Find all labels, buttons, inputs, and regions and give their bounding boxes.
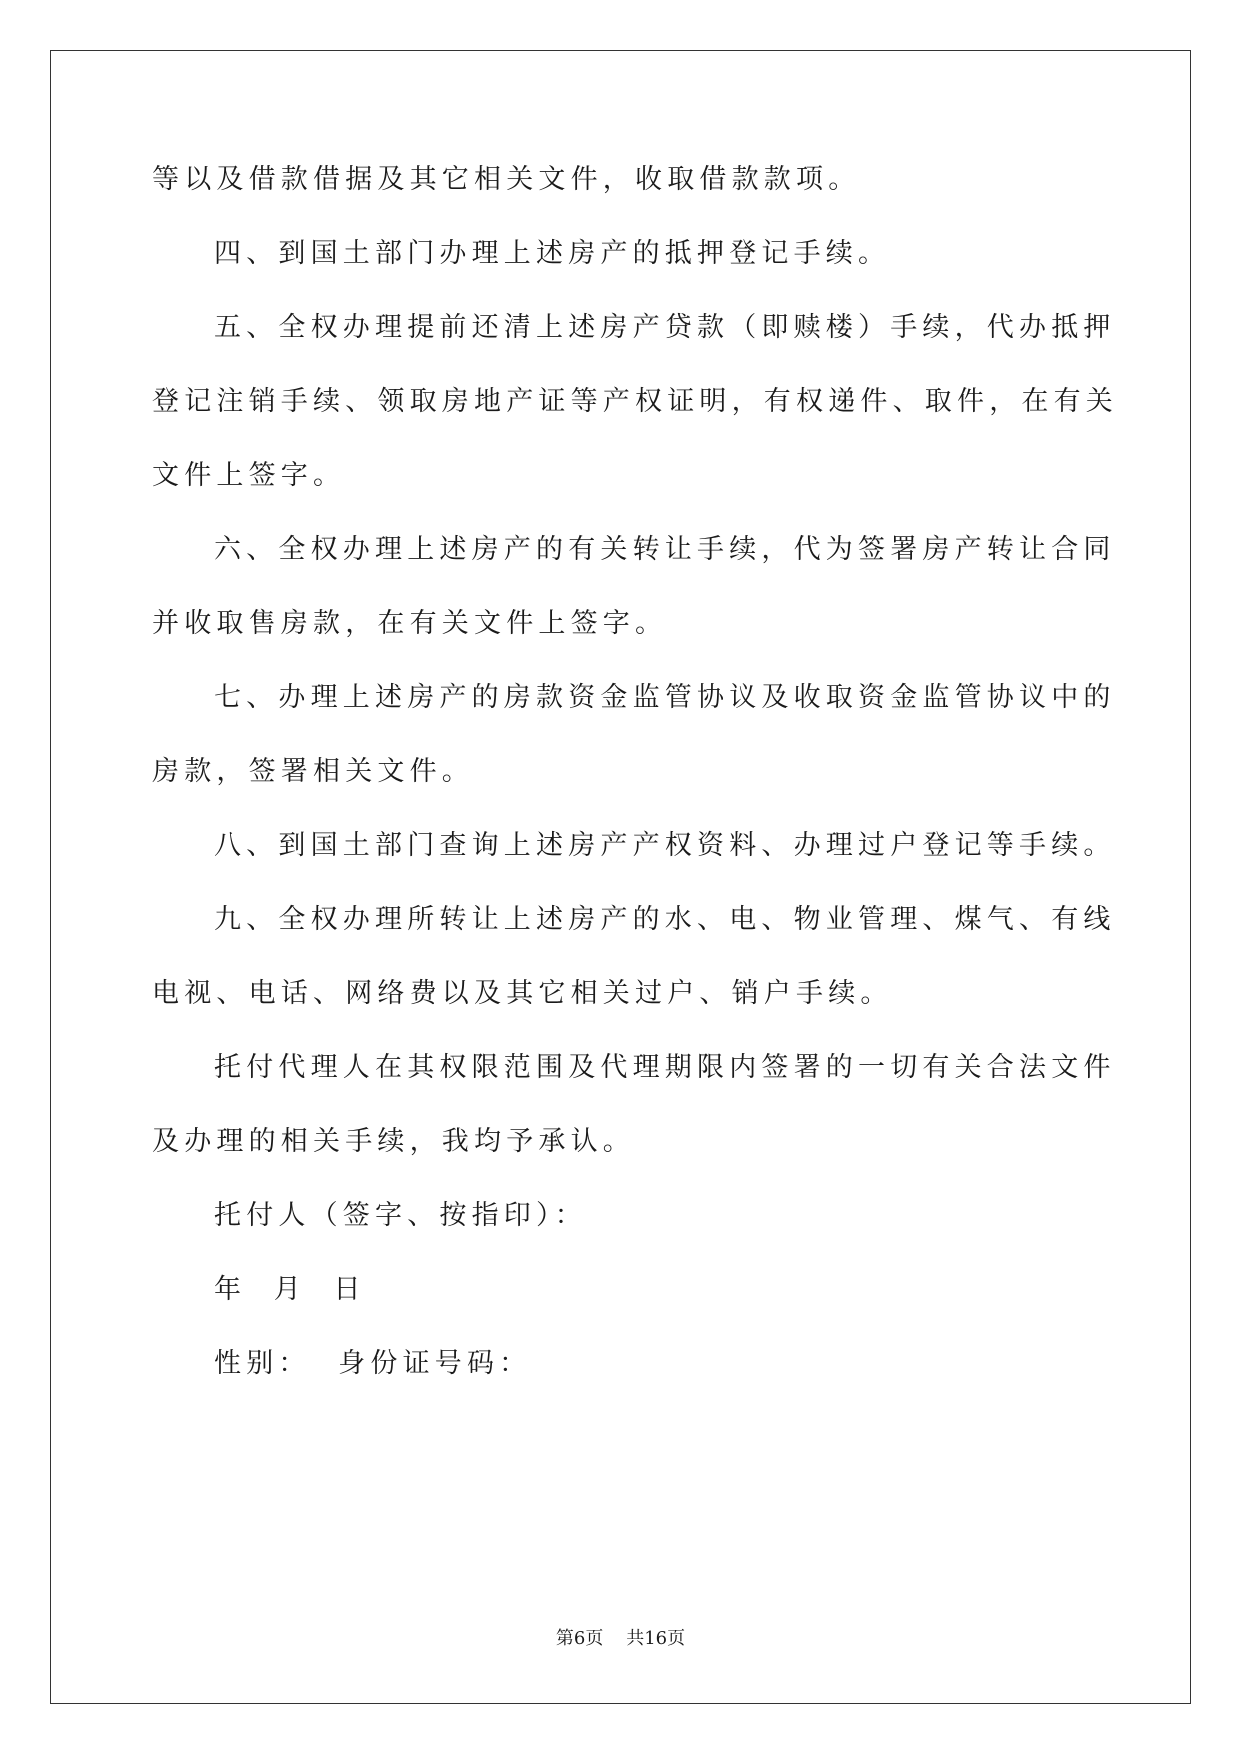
paragraph-line: 登记注销手续、领取房地产证等产权证明，有权递件、取件，在有关 — [152, 386, 1118, 417]
paragraph-line: 及办理的相关手续，我均予承认。 — [152, 1126, 635, 1157]
paragraph-line: 八、到国土部门查询上述房产产权资料、办理过户登记等手续。 — [214, 830, 1116, 861]
paragraph-line: 九、全权办理所转让上述房产的水、电、物业管理、煤气、有线 — [214, 904, 1116, 935]
paragraph-line: 房款，签署相关文件。 — [152, 756, 474, 787]
paragraph-line: 电视、电话、网络费以及其它相关过户、销户手续。 — [152, 978, 893, 1009]
paragraph-line: 等以及借款借据及其它相关文件，收取借款款项。 — [152, 164, 861, 195]
page-frame — [50, 50, 1191, 1704]
paragraph-line: 五、全权办理提前还清上述房产贷款（即赎楼）手续，代办抵押 — [214, 312, 1116, 343]
paragraph-line: 托付代理人在其权限范围及代理期限内签署的一切有关合法文件 — [214, 1052, 1116, 1083]
page-number: 第6页 共16页 — [555, 1628, 686, 1649]
paragraph-line: 并收取售房款，在有关文件上签字。 — [152, 608, 668, 639]
paragraph-line: 四、到国土部门办理上述房产的抵押登记手续。 — [214, 238, 891, 269]
id-info-line: 性别： 身份证号码： — [214, 1348, 532, 1379]
signature-label: 托付人（签字、按指印）： — [214, 1200, 587, 1231]
page-footer — [0, 1624, 1241, 1650]
date-line: 年 月 日 — [214, 1274, 366, 1305]
paragraph-line: 六、全权办理上述房产的有关转让手续，代为签署房产转让合同 — [214, 534, 1116, 565]
paragraph-line: 文件上签字。 — [152, 460, 346, 491]
paragraph-line: 七、办理上述房产的房款资金监管协议及收取资金监管协议中的 — [214, 682, 1116, 713]
